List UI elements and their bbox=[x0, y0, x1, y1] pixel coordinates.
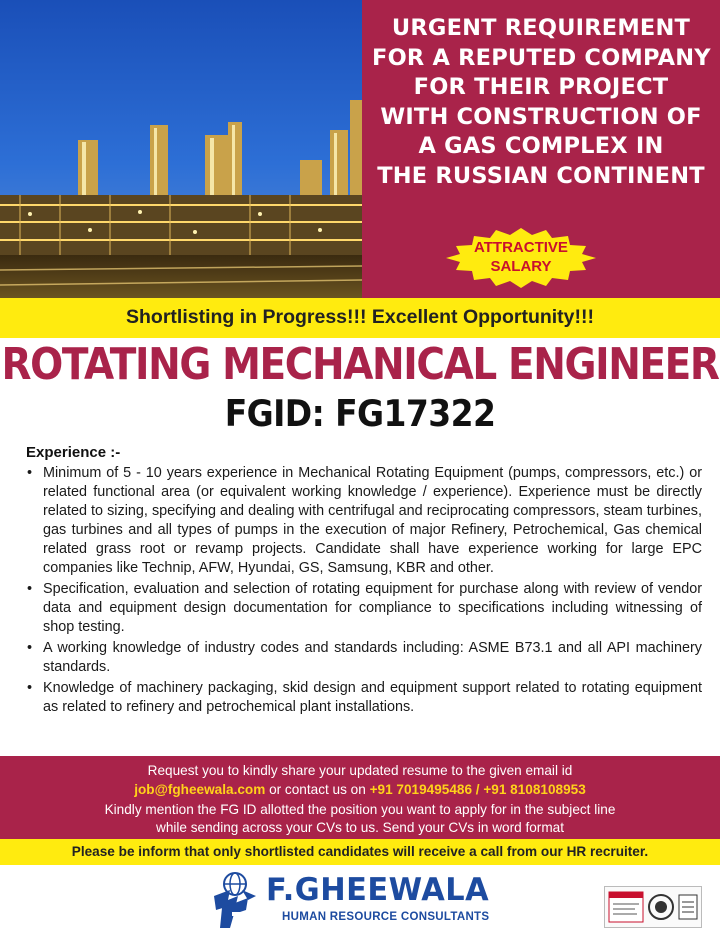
headline-line: THE RUSSIAN CONTINENT bbox=[377, 162, 705, 189]
list-item bbox=[26, 580, 702, 637]
list-item-text: Knowledge of machinery packaging, skid design and equipment support related to rotating equipment as related to refinery and petrochemical plant installations. bbox=[43, 680, 702, 715]
headline-line: WITH CONSTRUCTION OF bbox=[380, 103, 702, 130]
experience-list bbox=[26, 464, 702, 719]
bullet-icon: • bbox=[27, 581, 33, 597]
headline-line: FOR THEIR PROJECT bbox=[413, 74, 669, 100]
job-fgid: FGID: FG17322 bbox=[224, 392, 496, 435]
headline bbox=[372, 14, 710, 191]
list-item-text: A working knowledge of industry codes and standards including: ASME B73.1 and all API machinery standards. bbox=[43, 640, 702, 675]
list-item-text: Specification, evaluation and selection of rotating equipment for purchase along with review of vendor data and equipment design documentation for compliance to specifications including witnessing of shop testing. bbox=[43, 581, 702, 635]
certification-icon bbox=[605, 887, 701, 927]
phone-numbers[interactable]: +91 7019495486 / +91 8108108953 bbox=[369, 782, 586, 797]
list-item bbox=[26, 464, 702, 578]
experience-heading: Experience :- bbox=[26, 444, 121, 461]
contact-middle-text: or contact us on bbox=[265, 782, 370, 797]
shortlist-note: Please be inform that only shortlisted candidates will receive a call from our HR recruiter. bbox=[71, 844, 649, 859]
headline-line: A GAS COMPLEX IN bbox=[418, 133, 664, 159]
contact-line-2 bbox=[0, 782, 720, 797]
contact-line-3: Kindly mention the FG ID allotted the position you want to apply for in the subject line bbox=[104, 802, 616, 817]
headline-line: URGENT REQUIREMENT bbox=[391, 15, 691, 41]
job-title: ROTATING MECHANICAL ENGINEER bbox=[1, 340, 719, 391]
salary-badge-line: SALARY bbox=[490, 258, 552, 275]
email-link[interactable]: job@fgheewala.com bbox=[134, 782, 266, 797]
top-banner bbox=[0, 0, 720, 298]
headline-line: FOR A REPUTED COMPANY bbox=[372, 44, 711, 71]
gas-plant-illustration bbox=[0, 0, 362, 298]
company-logo-icon bbox=[208, 870, 262, 930]
contact-line-1: Request you to kindly share your updated resume to the given email id bbox=[147, 763, 573, 778]
bullet-icon: • bbox=[27, 465, 33, 481]
company-name: F.GHEEWALA bbox=[266, 872, 490, 908]
globe-f-icon bbox=[208, 870, 262, 930]
list-item-text: Minimum of 5 - 10 years experience in Mechanical Rotating Equipment (pumps, compressors, etc.) or related functional area (or equivalent working knowledge / experience). Experience must be directly related to sizing, specifying and dealing with centrifugal and reciprocating compressors, steam turbines, gas turbines and all types of pumps in the execution of major Refinery, Petrochemical, Gas chemical related grass root or revamp projects. Candidate shall have experience working for large EPC companies like Technip, AFW, Hyundai, GS, Samsung, KBR and other. bbox=[43, 465, 702, 576]
gas-plant-photo bbox=[0, 0, 362, 298]
bullet-icon: • bbox=[27, 680, 33, 696]
contact-band bbox=[0, 756, 720, 839]
bullet-icon: • bbox=[27, 640, 33, 656]
list-item bbox=[26, 639, 702, 677]
contact-line-4: while sending across your CVs to us. Send your CVs in word format bbox=[156, 820, 564, 835]
shortlist-text: Shortlisting in Progress!!! Excellent Opportunity!!! bbox=[125, 306, 595, 328]
salary-badge-line: ATTRACTIVE bbox=[474, 239, 568, 256]
list-item bbox=[26, 679, 702, 717]
company-tagline: HUMAN RESOURCE CONSULTANTS bbox=[282, 911, 490, 923]
salary-badge bbox=[446, 228, 596, 288]
certification-badge bbox=[604, 886, 702, 928]
